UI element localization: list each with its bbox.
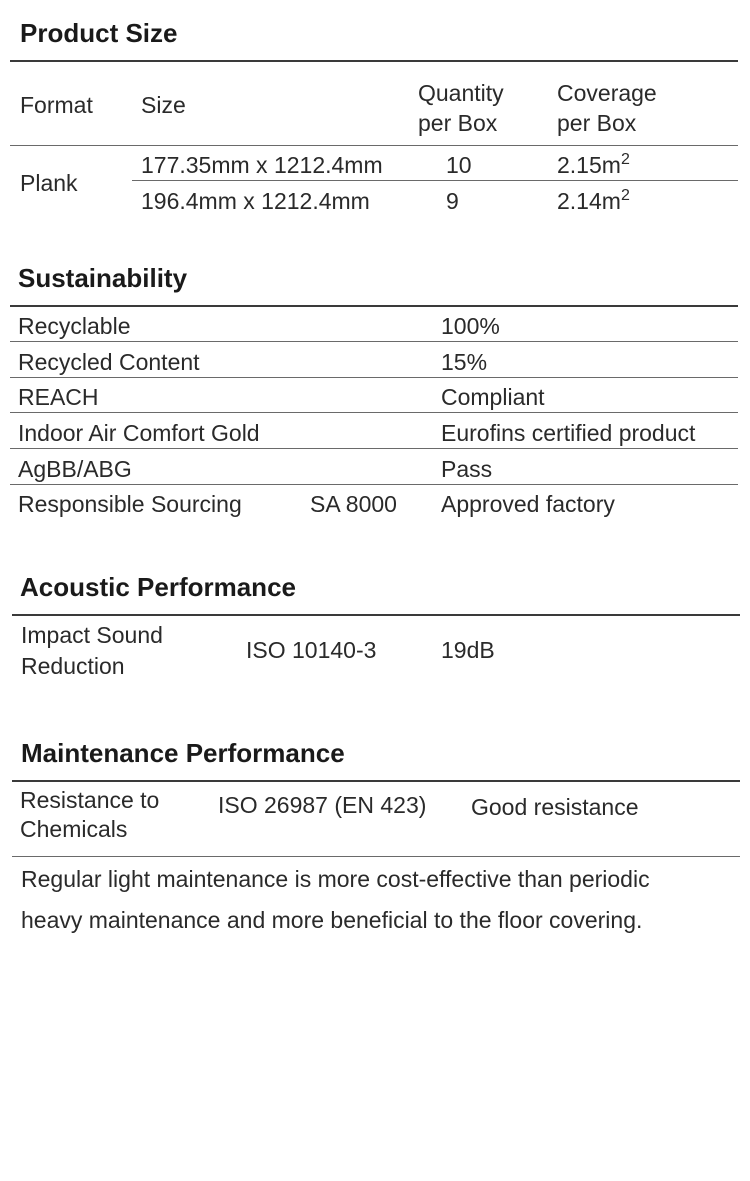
divider — [12, 614, 740, 616]
sustainability-label: Responsible Sourcing — [18, 491, 242, 517]
divider — [10, 377, 738, 378]
sustainability-label: Recycled Content — [18, 349, 200, 375]
sustainability-value: Compliant — [441, 384, 545, 410]
divider — [10, 341, 738, 342]
header-quantity-per-box: per Box — [418, 110, 498, 136]
acoustic-label: Impact Sound — [21, 622, 163, 648]
format-value: Plank — [20, 170, 78, 196]
maintenance-standard: ISO 26987 (EN 423) — [218, 792, 427, 818]
maintenance-note-line-2: heavy maintenance and more beneficial to the floor covering. — [21, 907, 643, 933]
coverage-cell: $2.15m^2$ — [557, 151, 630, 178]
coverage-cell: $2.14m^2$ — [557, 187, 630, 214]
size-cell: 177.35mm x 1212.4mm — [141, 152, 383, 178]
product-size-title: Product Size — [20, 18, 178, 48]
sustainability-label: Indoor Air Comfort Gold — [18, 420, 260, 446]
divider — [10, 60, 738, 62]
divider — [12, 856, 740, 857]
maintenance-note: Regular light maintenance is more cost-effective than periodic — [21, 866, 650, 892]
sustainability-standard: SA 8000 — [310, 491, 397, 517]
acoustic-standard: ISO 10140-3 — [246, 637, 377, 663]
quantity-cell: 9 — [446, 188, 459, 214]
sustainability-value: Approved factory — [441, 491, 615, 517]
sustainability-title: Sustainability — [18, 263, 188, 293]
maintenance-value: Good resistance — [471, 794, 639, 820]
quantity-cell: 10 — [446, 152, 472, 178]
header-quantity: Quantity — [418, 80, 504, 106]
divider — [10, 305, 738, 307]
maintenance-title: Maintenance Performance — [21, 738, 345, 768]
divider — [12, 780, 740, 782]
maintenance-label: Resistance to — [20, 787, 160, 813]
header-format: Format — [20, 92, 93, 118]
sustainability-value: 100% — [441, 313, 500, 339]
divider — [132, 180, 738, 181]
header-size: Size — [141, 92, 186, 118]
header-coverage: Coverage — [557, 80, 657, 106]
sustainability-label: AgBB/ABG — [18, 456, 132, 482]
sustainability-label: REACH — [18, 384, 99, 410]
acoustic-label-line-2: Reduction — [21, 653, 125, 679]
divider — [10, 145, 738, 146]
sustainability-value: Pass — [441, 456, 493, 482]
maintenance-label-line-2: Chemicals — [20, 816, 128, 842]
divider — [10, 484, 738, 485]
sustainability-label: Recyclable — [18, 313, 131, 339]
size-cell: 196.4mm x 1212.4mm — [141, 188, 370, 214]
acoustic-title: Acoustic Performance — [20, 572, 296, 602]
acoustic-value: 19dB — [441, 637, 495, 663]
header-coverage-per-box: per Box — [557, 110, 637, 136]
sustainability-value: 15% — [441, 349, 488, 375]
divider — [10, 412, 738, 413]
sustainability-value: Eurofins certified product — [441, 420, 696, 446]
divider — [10, 448, 738, 449]
